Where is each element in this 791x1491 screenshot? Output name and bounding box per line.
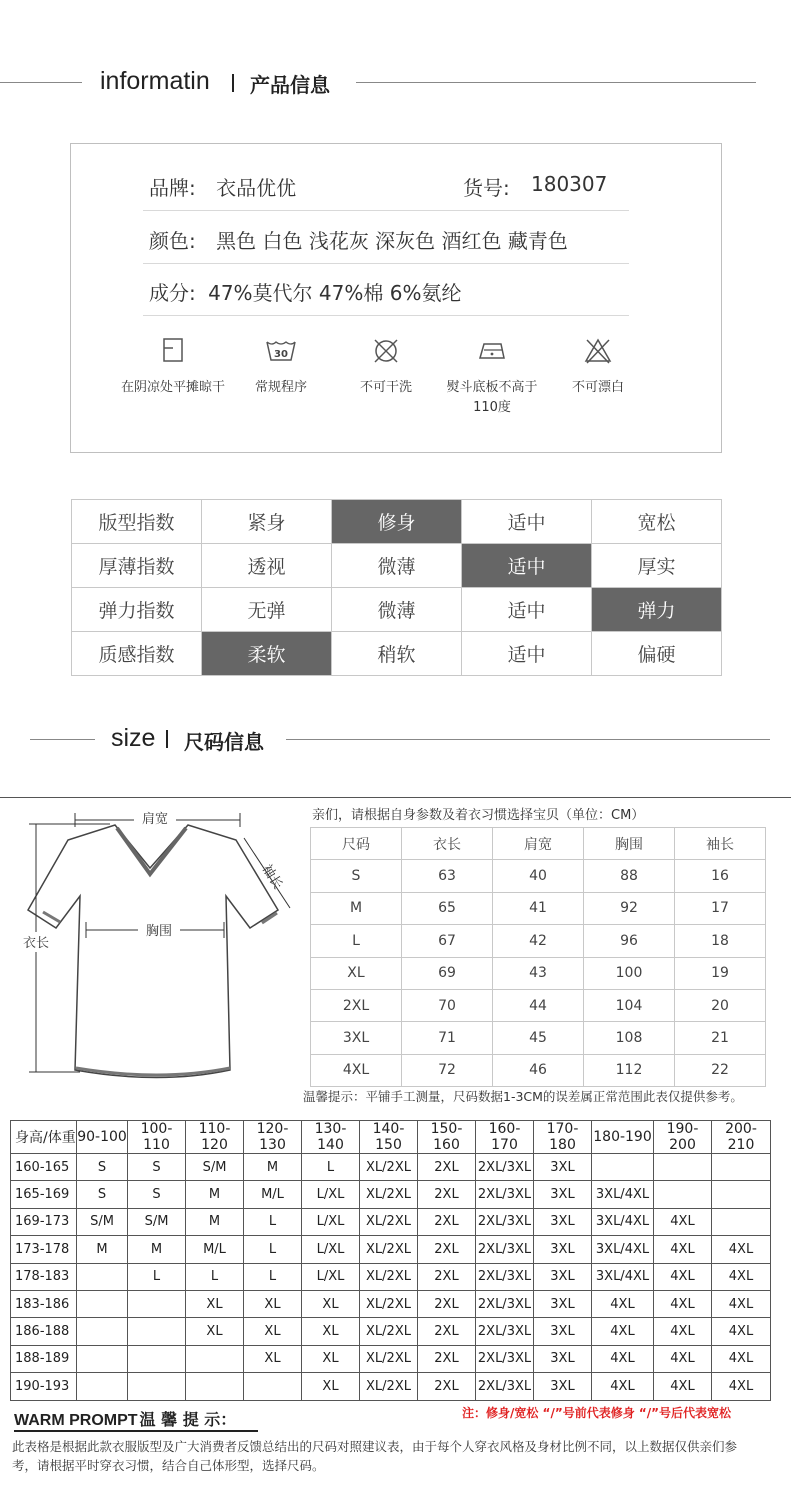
hw-cell — [592, 1154, 654, 1181]
size-cell: 92 — [584, 892, 675, 924]
care-iron — [437, 336, 547, 418]
wash-30-icon — [264, 336, 298, 364]
size-cell: XL — [311, 957, 402, 989]
size-cell: 40 — [493, 860, 584, 892]
size-cell: 2XL — [311, 989, 402, 1021]
hw-cell — [712, 1208, 771, 1235]
size-cell: 69 — [402, 957, 493, 989]
size-cell: 104 — [584, 989, 675, 1021]
size-cell: 70 — [402, 989, 493, 1021]
hw-cell: 2XL/3XL — [476, 1290, 534, 1317]
length-label: 衣长 — [22, 936, 50, 951]
hw-cell: XL/2XL — [360, 1290, 418, 1317]
index-option: 无弹 — [202, 588, 332, 632]
color-value: 黑色 白色 浅花灰 深灰色 酒红色 藏青色 — [216, 229, 568, 253]
hw-cell: L/XL — [302, 1263, 360, 1290]
warm-prompt-title — [14, 1407, 236, 1430]
hw-cell: 4XL — [654, 1236, 712, 1263]
hw-header-cell: 170-180 — [534, 1121, 592, 1154]
hw-cell: 2XL — [418, 1318, 476, 1345]
hw-row — [11, 1236, 771, 1263]
fit-index-table — [71, 499, 722, 676]
care-label: 在阴凉处平摊晾干 — [120, 380, 225, 395]
index-label: 厚薄指数 — [72, 544, 202, 588]
hw-cell: 160-165 — [11, 1154, 77, 1181]
hw-cell: 3XL — [534, 1290, 592, 1317]
height-weight-table — [10, 1120, 771, 1401]
size-cell: 100 — [584, 957, 675, 989]
hw-cell: 4XL — [654, 1263, 712, 1290]
size-note-bottom: 温馨提示：平铺手工测量，尺码数据1-3CM的误差属正常范围此表仅提供参考。 — [303, 1089, 743, 1104]
hw-cell: XL — [186, 1290, 244, 1317]
care-label: 不可干洗 — [359, 380, 412, 395]
hw-cell: S — [128, 1181, 186, 1208]
hw-cell: 2XL — [418, 1345, 476, 1372]
index-option: 紧身 — [202, 500, 332, 544]
hw-cell: 186-188 — [11, 1318, 77, 1345]
section-title-en: informatin — [100, 67, 210, 95]
hw-cell: 183-186 — [11, 1290, 77, 1317]
size-cell: 18 — [675, 925, 766, 957]
hw-cell: 4XL — [654, 1290, 712, 1317]
brand-label: 品牌: — [149, 176, 196, 200]
hw-cell: XL — [302, 1318, 360, 1345]
hw-cell: 2XL/3XL — [476, 1263, 534, 1290]
divider-right — [356, 82, 756, 83]
shade-dry-flat-icon — [160, 336, 186, 364]
hw-header-cell: 90-100 — [77, 1121, 128, 1154]
hw-cell: 3XL/4XL — [592, 1181, 654, 1208]
brand-value: 衣品优优 — [216, 176, 297, 200]
hw-header-cell: 130-140 — [302, 1121, 360, 1154]
hw-cell: L — [128, 1263, 186, 1290]
hw-cell: 3XL/4XL — [592, 1263, 654, 1290]
hw-cell — [128, 1373, 186, 1400]
hw-row — [11, 1181, 771, 1208]
hw-cell: 2XL/3XL — [476, 1345, 534, 1372]
hw-cell: M — [186, 1208, 244, 1235]
hw-header-cell: 160-170 — [476, 1121, 534, 1154]
hw-cell: 2XL — [418, 1290, 476, 1317]
hw-cell: XL — [302, 1345, 360, 1372]
hw-cell: XL — [302, 1290, 360, 1317]
hw-cell — [128, 1318, 186, 1345]
hw-cell: 3XL/4XL — [592, 1236, 654, 1263]
care-no-bleach — [543, 336, 653, 398]
hw-cell: L — [244, 1208, 302, 1235]
hw-cell: S — [77, 1181, 128, 1208]
hw-cell: 188-189 — [11, 1345, 77, 1372]
note-red: 注：修身/宽松 “/”号前代表修身 “/”号后代表宽松 — [462, 1406, 732, 1420]
hw-cell: S/M — [186, 1154, 244, 1181]
hw-cell: 2XL/3XL — [476, 1318, 534, 1345]
hw-cell: 3XL — [534, 1263, 592, 1290]
index-row — [72, 632, 722, 676]
hw-cell: 2XL — [418, 1181, 476, 1208]
hw-cell: L — [244, 1263, 302, 1290]
size-cell: 44 — [493, 989, 584, 1021]
color-row — [149, 225, 629, 254]
hw-cell: L/XL — [302, 1208, 360, 1235]
hw-cell: L — [186, 1263, 244, 1290]
hw-cell — [244, 1373, 302, 1400]
size-cell: 72 — [402, 1054, 493, 1086]
hw-cell: M — [77, 1236, 128, 1263]
shoulder-label: 肩宽 — [141, 812, 169, 827]
hw-cell: 4XL — [592, 1290, 654, 1317]
hw-header-cell: 150-160 — [418, 1121, 476, 1154]
hw-cell: 2XL — [418, 1373, 476, 1400]
size-cell: 65 — [402, 892, 493, 924]
hw-row — [11, 1208, 771, 1235]
hw-cell: 3XL — [534, 1236, 592, 1263]
hw-cell: L — [244, 1236, 302, 1263]
hw-cell: 2XL/3XL — [476, 1208, 534, 1235]
hw-cell: 3XL/4XL — [592, 1208, 654, 1235]
hw-cell — [77, 1373, 128, 1400]
hw-cell — [77, 1290, 128, 1317]
hw-cell: 2XL/3XL — [476, 1236, 534, 1263]
divider-right — [286, 739, 770, 740]
size-row — [311, 989, 766, 1021]
hw-header-cell: 140-150 — [360, 1121, 418, 1154]
hw-header-cell: 180-190 — [592, 1121, 654, 1154]
hw-cell: XL/2XL — [360, 1318, 418, 1345]
size-cell: 42 — [493, 925, 584, 957]
index-option-selected: 柔软 — [202, 632, 332, 676]
section-header-size — [0, 719, 791, 759]
hw-cell: S/M — [128, 1208, 186, 1235]
size-header-cell: 胸围 — [584, 828, 675, 860]
hw-cell: XL — [244, 1318, 302, 1345]
hw-cell — [712, 1181, 771, 1208]
size-cell: 63 — [402, 860, 493, 892]
hw-header-cell: 100-110 — [128, 1121, 186, 1154]
size-row — [311, 860, 766, 892]
hw-row — [11, 1263, 771, 1290]
hw-cell: 2XL — [418, 1263, 476, 1290]
hw-header-row — [11, 1121, 771, 1154]
index-option-selected: 适中 — [462, 544, 592, 588]
hw-row — [11, 1290, 771, 1317]
no-dry-clean-icon — [371, 336, 401, 366]
hw-cell: 178-183 — [11, 1263, 77, 1290]
hw-cell: 4XL — [654, 1345, 712, 1372]
size-cell: S — [311, 860, 402, 892]
hw-cell — [128, 1290, 186, 1317]
hw-cell: 169-173 — [11, 1208, 77, 1235]
hw-cell — [186, 1345, 244, 1372]
hw-cell: 2XL/3XL — [476, 1181, 534, 1208]
wash-temp: 30 — [274, 349, 288, 360]
hw-cell: 4XL — [592, 1373, 654, 1400]
index-label: 弹力指数 — [72, 588, 202, 632]
hw-cell — [77, 1345, 128, 1372]
hw-cell: XL/2XL — [360, 1154, 418, 1181]
hw-cell: XL — [244, 1290, 302, 1317]
section-title-zh: 尺码信息 — [184, 730, 264, 754]
hw-cell: 190-193 — [11, 1373, 77, 1400]
size-cell: 88 — [584, 860, 675, 892]
index-option: 适中 — [462, 632, 592, 676]
size-chart-table — [310, 827, 766, 1087]
hw-row — [11, 1154, 771, 1181]
size-cell: 3XL — [311, 1022, 402, 1054]
size-header-cell: 肩宽 — [493, 828, 584, 860]
size-cell: 71 — [402, 1022, 493, 1054]
hw-cell: 3XL — [534, 1154, 592, 1181]
hw-cell: M — [244, 1154, 302, 1181]
hw-cell: 4XL — [654, 1373, 712, 1400]
hw-cell: XL/2XL — [360, 1236, 418, 1263]
info-divider — [143, 263, 629, 264]
warm-title-zh: 温 馨 提 示： — [139, 1410, 237, 1429]
hw-cell: S — [77, 1154, 128, 1181]
size-cell: 67 — [402, 925, 493, 957]
care-wash — [226, 336, 336, 398]
hw-cell: 4XL — [712, 1345, 771, 1372]
hw-cell: 4XL — [712, 1290, 771, 1317]
size-cell: 108 — [584, 1022, 675, 1054]
divider-left — [30, 739, 95, 740]
hw-cell: 4XL — [592, 1318, 654, 1345]
hw-cell — [77, 1263, 128, 1290]
size-cell: 45 — [493, 1022, 584, 1054]
size-cell: 20 — [675, 989, 766, 1021]
hw-row — [11, 1318, 771, 1345]
material-row — [149, 277, 629, 306]
warm-title-en: WARM PROMPT — [14, 1412, 138, 1429]
hw-cell: 4XL — [712, 1236, 771, 1263]
hw-cell — [654, 1154, 712, 1181]
hw-header-cell: 身高/体重 — [11, 1121, 77, 1154]
hw-cell: L/XL — [302, 1236, 360, 1263]
hw-header-cell: 110-120 — [186, 1121, 244, 1154]
info-divider — [143, 315, 629, 316]
hw-cell: XL/2XL — [360, 1373, 418, 1400]
color-label: 颜色: — [149, 229, 196, 253]
hw-cell: L/XL — [302, 1181, 360, 1208]
hw-cell: 3XL — [534, 1373, 592, 1400]
hw-cell: 3XL — [534, 1208, 592, 1235]
no-bleach-icon — [583, 336, 613, 366]
hw-header-cell: 190-200 — [654, 1121, 712, 1154]
hw-cell: 3XL — [534, 1181, 592, 1208]
hw-cell: 2XL — [418, 1236, 476, 1263]
section-title-zh: 产品信息 — [250, 73, 330, 97]
index-option: 微薄 — [332, 588, 462, 632]
warm-paragraph: 此表格是根据此款衣服版型及广大消费者反馈总结出的尺码对照建议表，由于每个人穿衣风格及身材比例不同，以上数据仅供亲们参考，请根据平时穿衣习惯，结合自己体形型，选择尺码。 — [12, 1439, 738, 1473]
hw-cell — [77, 1318, 128, 1345]
size-cell: L — [311, 925, 402, 957]
index-option: 宽松 — [592, 500, 722, 544]
sku-value: 180307 — [531, 172, 608, 196]
size-cell: 112 — [584, 1054, 675, 1086]
hw-row — [11, 1345, 771, 1372]
size-header-row — [311, 828, 766, 860]
hw-cell: XL/2XL — [360, 1208, 418, 1235]
index-option: 微薄 — [332, 544, 462, 588]
divider-left — [0, 82, 82, 83]
hw-cell: 4XL — [654, 1208, 712, 1235]
hw-cell: XL — [186, 1318, 244, 1345]
title-separator — [232, 74, 234, 92]
hw-cell: 4XL — [592, 1345, 654, 1372]
index-option: 适中 — [462, 588, 592, 632]
material-value: 47%莫代尔 47%棉 6%氨纶 — [208, 281, 462, 305]
iron-icon — [475, 336, 509, 364]
index-option: 厚实 — [592, 544, 722, 588]
size-row — [311, 1022, 766, 1054]
sleeve-label: 袖长 — [258, 862, 286, 893]
size-cell: 96 — [584, 925, 675, 957]
size-cell: 17 — [675, 892, 766, 924]
care-label: 常规程序 — [254, 380, 307, 395]
index-option: 稍软 — [332, 632, 462, 676]
size-header-cell: 尺码 — [311, 828, 402, 860]
size-row — [311, 957, 766, 989]
index-option: 透视 — [202, 544, 332, 588]
size-cell: 21 — [675, 1022, 766, 1054]
brand-row — [149, 172, 629, 201]
hw-cell: 3XL — [534, 1345, 592, 1372]
care-label: 不可漂白 — [571, 380, 624, 395]
warm-underline — [14, 1430, 258, 1432]
index-row — [72, 544, 722, 588]
size-cell: 19 — [675, 957, 766, 989]
sku-label: 货号: — [463, 176, 510, 200]
hw-cell — [654, 1181, 712, 1208]
hw-cell: 165-169 — [11, 1181, 77, 1208]
size-cell: 22 — [675, 1054, 766, 1086]
hw-cell: S — [128, 1154, 186, 1181]
hw-cell: XL/2XL — [360, 1181, 418, 1208]
index-label: 质感指数 — [72, 632, 202, 676]
hw-cell: 4XL — [712, 1263, 771, 1290]
hw-cell: 2XL — [418, 1154, 476, 1181]
size-divider — [0, 797, 791, 798]
hw-cell — [186, 1373, 244, 1400]
section-title-en: size — [111, 724, 156, 752]
hw-cell: 4XL — [654, 1318, 712, 1345]
section-header-info — [0, 62, 791, 102]
hw-cell: XL — [302, 1373, 360, 1400]
hw-cell: XL/2XL — [360, 1345, 418, 1372]
index-option-selected: 弹力 — [592, 588, 722, 632]
hw-cell: XL — [244, 1345, 302, 1372]
size-cell: 16 — [675, 860, 766, 892]
hw-cell: 2XL/3XL — [476, 1154, 534, 1181]
size-note-top: 亲们，请根据自身参数及着衣习惯选择宝贝（单位：CM） — [312, 808, 645, 823]
index-option-selected: 修身 — [332, 500, 462, 544]
hw-cell: 3XL — [534, 1318, 592, 1345]
hw-cell: M/L — [244, 1181, 302, 1208]
hw-cell: L — [302, 1154, 360, 1181]
size-cell: 43 — [493, 957, 584, 989]
index-label: 版型指数 — [72, 500, 202, 544]
size-header-cell: 衣长 — [402, 828, 493, 860]
chest-label: 胸围 — [145, 924, 173, 939]
size-header-cell: 袖长 — [675, 828, 766, 860]
hw-cell — [128, 1345, 186, 1372]
hw-cell: 173-178 — [11, 1236, 77, 1263]
hw-cell: S/M — [77, 1208, 128, 1235]
hw-cell: M — [186, 1181, 244, 1208]
hw-cell: 4XL — [712, 1318, 771, 1345]
hw-cell — [712, 1154, 771, 1181]
index-option: 偏硬 — [592, 632, 722, 676]
size-cell: 4XL — [311, 1054, 402, 1086]
care-label: 熨斗底板不高于110度 — [446, 380, 538, 415]
material-label: 成分: — [149, 281, 196, 305]
size-cell: M — [311, 892, 402, 924]
product-info-box — [70, 143, 722, 453]
size-cell: 46 — [493, 1054, 584, 1086]
index-option: 适中 — [462, 500, 592, 544]
title-separator — [166, 730, 168, 748]
hw-cell: M — [128, 1236, 186, 1263]
hw-cell: 2XL — [418, 1208, 476, 1235]
size-row — [311, 1054, 766, 1086]
index-row — [72, 588, 722, 632]
size-row — [311, 925, 766, 957]
hw-cell: 4XL — [712, 1373, 771, 1400]
hw-cell: 2XL/3XL — [476, 1373, 534, 1400]
hw-header-cell: 120-130 — [244, 1121, 302, 1154]
hw-header-cell: 200-210 — [712, 1121, 771, 1154]
hw-cell: XL/2XL — [360, 1263, 418, 1290]
hw-cell: M/L — [186, 1236, 244, 1263]
care-no-dry-clean — [331, 336, 441, 398]
tshirt-measure-diagram — [0, 800, 305, 1090]
index-row — [72, 500, 722, 544]
hw-row — [11, 1373, 771, 1400]
size-cell: 41 — [493, 892, 584, 924]
care-shade-dry — [118, 336, 228, 398]
info-divider — [143, 210, 629, 211]
size-row — [311, 892, 766, 924]
